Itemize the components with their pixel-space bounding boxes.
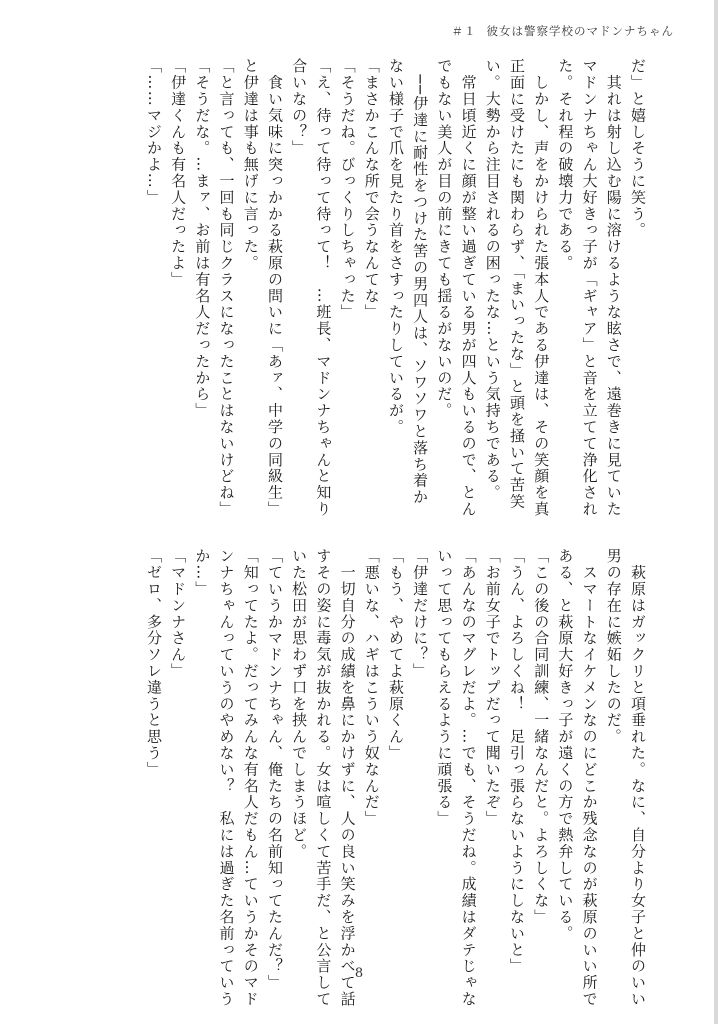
text-line: スマートなイケメンなのにどこか残念なのが萩原のいい所で — [580, 548, 599, 1008]
text-line: でもない美人が目の前にきても揺るがないのだ。 — [435, 58, 454, 419]
text-line: 「この後の合同訓練、一緒なんだと。よろしくな」 — [532, 548, 551, 926]
text-line: 「ゼロ、多分ソレ違うと思う」 — [144, 548, 163, 778]
lower-text-block — [142, 548, 650, 1008]
text-line: すその姿に毒気が抜かれる。女は喧しくて苦手だ、と公言して — [314, 548, 333, 1008]
text-line: 「まさかこんな所で会うなんてな」 — [362, 58, 381, 321]
text-line: と伊達は事も無げに言った。 — [241, 58, 260, 272]
text-line: 男の存在に嫉妬したのだ。 — [604, 548, 623, 745]
text-line: 「え、待って待って待って！ …班長、マドンナちゃんと知り — [314, 58, 333, 518]
text-line: 「うん、よろしくね！ 足引っ張らないようにしないと」 — [507, 548, 526, 975]
text-line: た。それ程の破壊力である。 — [556, 58, 575, 272]
text-line: 「と言っても、一回も同じクラスになったことはないけどね」 — [217, 58, 236, 518]
text-line: ある、と萩原大好きっ子が遠くの方で熱弁している。 — [556, 548, 575, 942]
text-line: ない様子で爪を見たり首をさすったりしているが。 — [386, 58, 405, 436]
text-line: 食い気味に突っかかる萩原の問いに「あァ、中学の同級生」 — [265, 58, 284, 518]
text-line: だ」と嬉しそうに笑う。 — [629, 58, 647, 239]
page-number: 8 — [354, 966, 364, 981]
text-line: 其れは射し込む陽に溶けるような眩さで、遠巻きに見ていた — [604, 58, 623, 518]
text-line: 合いなの？」 — [290, 58, 309, 157]
text-line: いた松田が思わず口を挟んでしまうほど。 — [290, 548, 309, 860]
text-line: マドンナちゃん大好きっ子が「ギャア」と音を立てて浄化され — [580, 58, 599, 518]
text-line: ンナちゃんっていうのやめない？ 私には過ぎた名前っていう — [217, 548, 236, 1008]
text-line: か…」 — [193, 548, 212, 598]
text-line: 「悪いな、ハギはこういう奴なんだ」 — [362, 548, 381, 827]
text-line: 一切自分の成績を鼻にかけずに、人の良い笑みを浮かべて話 — [338, 548, 357, 1008]
text-line: 「伊達だけに？」 — [411, 548, 430, 680]
text-line: 「そうだね。びっくりしちゃった」 — [338, 58, 357, 321]
text-line: 「あんなのマグレだよ。…でも、そうだね。成績はダテじゃな — [459, 548, 478, 1008]
text-line: 萩原はガックリと項垂れた。なに、自分より女子と仲のいい — [629, 548, 647, 1008]
text-line: 「マドンナさん」 — [169, 548, 188, 680]
upper-text-block — [142, 58, 650, 518]
text-line: い。大勢から注目されるの困ったな…という気持ちである。 — [483, 58, 502, 501]
text-line: 「……マジかよ…」 — [144, 58, 163, 206]
text-line: いって思ってもらえるように頑張る」 — [435, 548, 454, 827]
text-line: 「ていうかマドンナちゃん、俺たちの名前知ってたんだ？」 — [265, 548, 284, 991]
text-line: 「お前女子でトップだって聞いたぞ」 — [483, 548, 502, 827]
chapter-title: 彼女は警察学校のマドンナちゃん — [486, 24, 674, 38]
text-line: しかし、声をかけられた張本人である伊達は、その笑顔を真 — [532, 58, 551, 518]
text-line: 「もう、やめてよ萩原くん」 — [386, 548, 405, 762]
text-line: 「そうだな。…まァ、お前は有名人だったから」 — [193, 58, 212, 419]
text-line: ──伊達に耐性をつけた筈の男四人は、ソワソワと落ち着か — [411, 58, 430, 506]
chapter-number: ＃１ — [451, 24, 477, 38]
page-edge — [714, 0, 718, 1024]
running-header — [452, 23, 675, 39]
text-line: 常日頃近くに顔が整い過ぎている男が四人もいるので、とん — [459, 58, 478, 518]
text-line: 正面に受けたにも関わらず、「まいったな」と頭を掻いて苦笑 — [507, 58, 526, 510]
text-line: 「伊達くんも有名人だったよ」 — [169, 58, 188, 288]
text-line: 「知ってたよ。だってみんな有名人だもん…ていうかそのマド — [241, 548, 260, 1008]
